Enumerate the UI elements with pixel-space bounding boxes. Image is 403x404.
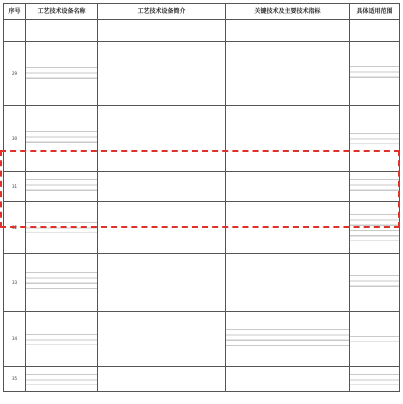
row-key-tech: [226, 254, 350, 312]
row-key-tech: [226, 202, 350, 254]
row-scope: [350, 42, 400, 106]
row-num: 29: [4, 42, 26, 106]
header-num: 序号: [4, 4, 26, 20]
row-num: 31: [4, 172, 26, 202]
table-row: [4, 254, 400, 312]
row-desc: [98, 42, 226, 106]
header-key-tech: 关键技术及主要技术指标: [226, 4, 350, 20]
table-row: [4, 42, 400, 106]
row-scope: [350, 106, 400, 172]
row-scope: [350, 254, 400, 312]
row-scope: [350, 172, 400, 202]
row-name: [26, 202, 98, 254]
row-key-tech: [226, 312, 350, 367]
row-desc: [98, 254, 226, 312]
table-row-highlighted: [4, 172, 400, 202]
row-key-tech: [226, 42, 350, 106]
row-scope: [350, 20, 400, 42]
table-row: [4, 312, 400, 367]
header-scope: 具体适用范围: [350, 4, 400, 20]
row-scope: [350, 312, 400, 367]
table-row: [4, 202, 400, 254]
row-num: 33: [4, 254, 26, 312]
row-name: [26, 20, 98, 42]
row-scope: [350, 367, 400, 392]
row-key-tech: [226, 20, 350, 42]
row-desc: [98, 367, 226, 392]
header-name: 工艺技术设备名称: [26, 4, 98, 20]
row-name: [26, 106, 98, 172]
table-row: [4, 106, 400, 172]
header-desc: 工艺技术设备简介: [98, 4, 226, 20]
row-key-tech: [226, 106, 350, 172]
table-row: [4, 20, 400, 42]
row-num: 34: [4, 312, 26, 367]
row-name: [26, 42, 98, 106]
row-num: 35: [4, 367, 26, 392]
row-name: [26, 172, 98, 202]
row-desc: [98, 312, 226, 367]
row-num: [4, 20, 26, 42]
row-desc: [98, 20, 226, 42]
row-num: 32: [4, 202, 26, 254]
row-num: 30: [4, 106, 26, 172]
row-key-tech: [226, 172, 350, 202]
table-row: [4, 367, 400, 392]
table-header-row: [4, 4, 400, 20]
technology-catalog-table: [3, 3, 400, 392]
row-scope: [350, 202, 400, 254]
row-name: [26, 367, 98, 392]
row-name: [26, 312, 98, 367]
row-name: [26, 254, 98, 312]
row-key-tech: [226, 367, 350, 392]
row-desc: [98, 106, 226, 172]
row-desc: [98, 172, 226, 202]
row-desc: [98, 202, 226, 254]
